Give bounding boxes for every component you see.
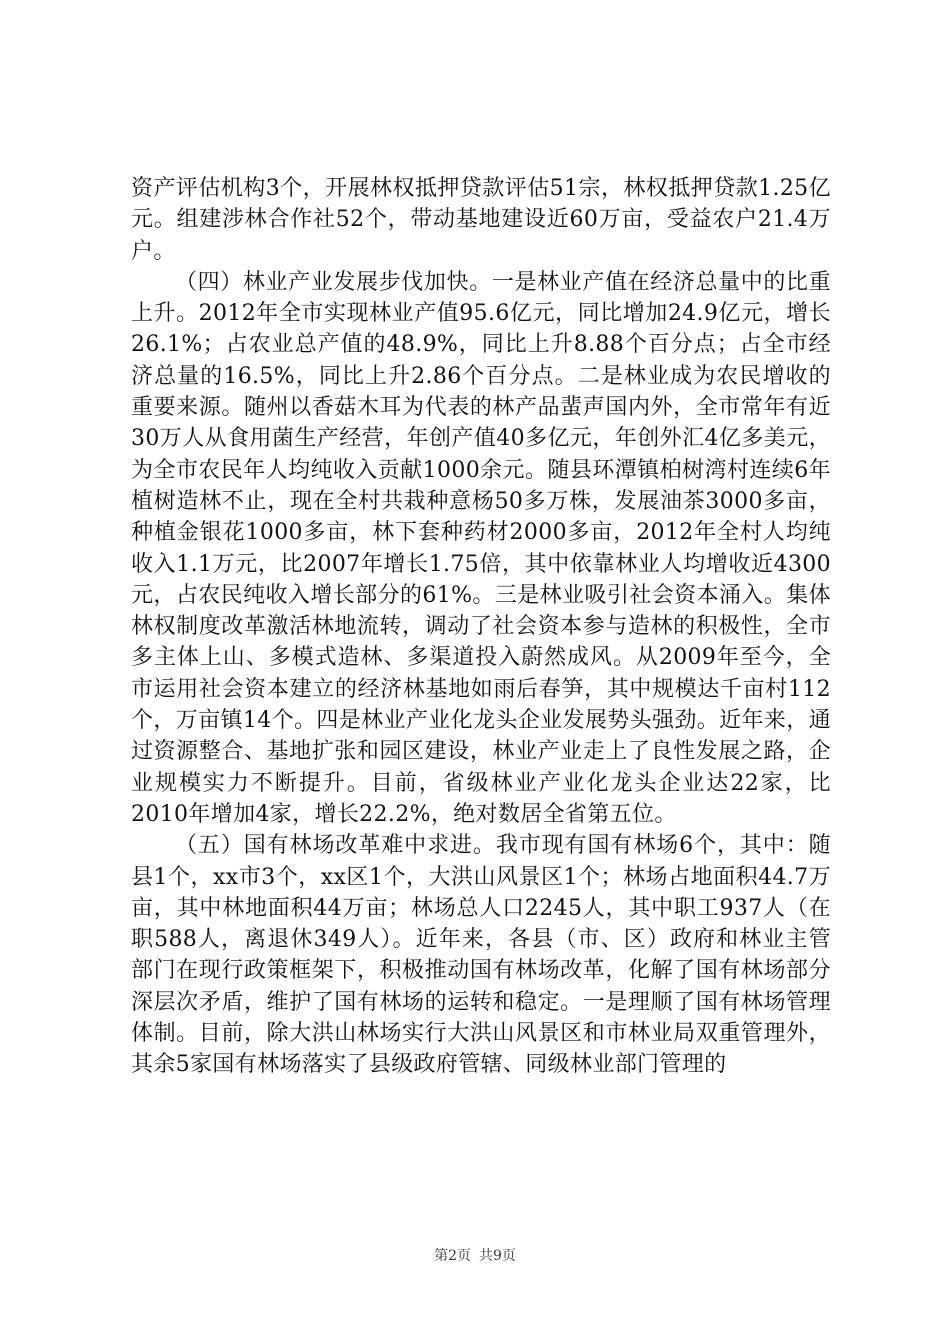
- page-number: 第2页: [434, 1248, 471, 1264]
- page-total: 共9页: [479, 1248, 516, 1264]
- paragraph-state-forest-farm-reform: （五）国有林场改革难中求进。我市现有国有林场6个，其中：随县1个，xx市3个，xx区1个，大洪山风景区1个；林场占地面积44.7万亩，其中林地面积44万亩；林场总人口2245人，其中职工937人（在职588人，离退休349人）。近年来，各县（市、区）政府和林业主管部门在现行政策框架下，积极推动国有林场改革，化解了国有林场部分深层次矛盾，维护了国有林场的运转和稳定。一是理顺了国有林场管理体制。目前，除大洪山林场实行大洪山风景区和市林业局双重管理外，其余5家国有林场落实了县级政府管辖、同级林业部门管理的: [131, 833, 831, 1078]
- document-body: [131, 173, 831, 1081]
- paragraph-continuation: 资产评估机构3个，开展林权抵押贷款评估51宗，林权抵押贷款1.25亿元。组建涉林合作社52个，带动基地建设近60万亩，受益农户21.4万户。: [131, 176, 831, 264]
- page-footer: [0, 1245, 950, 1265]
- paragraph-forestry-industry: （四）林业产业发展步伐加快。一是林业产值在经济总量中的比重上升。2012年全市实现林业产值95.6亿元，同比增加24.9亿元，增长26.1%；占农业总产值的48.9%，同比上升8.88个百分点；占全市经济总量的16.5%，同比上升2.86个百分点。二是林业成为农民增收的重要来源。随州以香菇木耳为代表的林产品蜚声国内外，全市常年有近30万人从食用菌生产经营，年创产值40多亿元，年创外汇4亿多美元，为全市农民年人均纯收入贡献1000余元。随县环潭镇柏树湾村连续6年植树造林不止，现在全村共栽种意杨50多万株，发展油茶3000多亩，种植金银花1000多亩，林下套种药材2000多亩，2012年全村人均纯收入1.1万元，比2007年增长1.75倍，其中依靠林业人均增收近4300元，占农民纯收入增长部分的61%。三是林业吸引社会资本涌入。集体林权制度改革激活林地流转，调动了社会资本参与造林的积极性，全市多主体上山、多模式造林、多渠道投入蔚然成风。从2009年至今，全市运用社会资本建立的经济林基地如雨后春笋，其中规模达千亩村112个，万亩镇14个。四是林业产业化龙头企业发展势头强劲。近年来，通过资源整合、基地扩张和园区建设，林业产业走上了良性发展之路，企业规模实力不断提升。目前，省级林业产业化龙头企业达22家，比2010年增加4家，增长22.2%，绝对数居全省第五位。: [131, 269, 831, 827]
